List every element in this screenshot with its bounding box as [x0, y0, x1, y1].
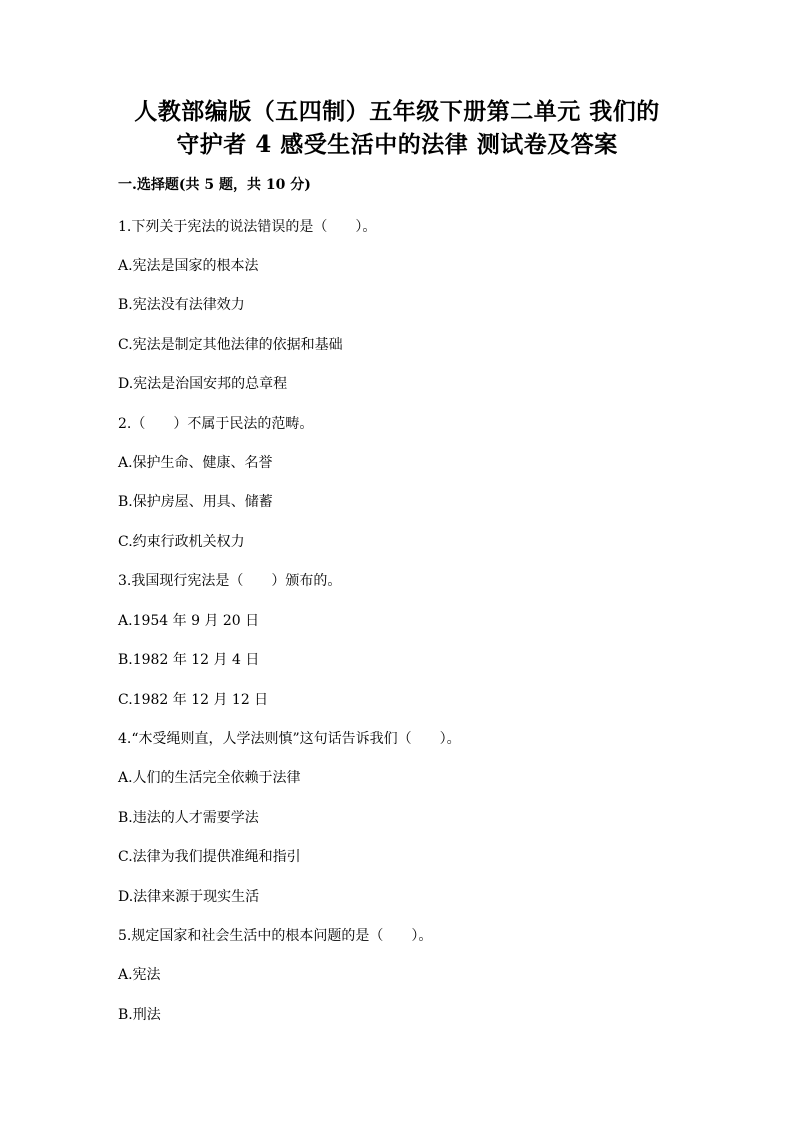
question-3-option-a: A.1954 年 9 月 20 日 — [118, 613, 260, 629]
question-2-option-b: B.保护房屋、用具、储蓄 — [118, 494, 273, 510]
section-heading: 一.选择题(共 5 题，共 10 分) — [118, 177, 311, 193]
question-1-stem: 1.下列关于宪法的说法错误的是（ ）。 — [118, 219, 377, 235]
question-4-option-d: D.法律来源于现实生活 — [118, 889, 260, 905]
question-2-stem: 2.（ ）不属于民法的范畴。 — [118, 416, 314, 432]
question-5-option-a: A.宪法 — [118, 967, 161, 983]
question-2-option-a: A.保护生命、健康、名誉 — [118, 455, 273, 471]
question-1-option-b: B.宪法没有法律效力 — [118, 297, 245, 313]
question-2-option-c: C.约束行政机关权力 — [118, 534, 245, 550]
question-5-stem: 5.规定国家和社会生活中的根本问题的是（ ）。 — [118, 928, 433, 944]
question-4-stem: 4.“木受绳则直，人学法则慎”这句话告诉我们（ ）。 — [118, 731, 461, 747]
document-title-line-2: 守护者 4 感受生活中的法律 测试卷及答案 — [176, 131, 618, 158]
question-4-option-b: B.违法的人才需要学法 — [118, 810, 259, 826]
question-3-option-c: C.1982 年 12 月 12 日 — [118, 692, 269, 708]
question-1-option-d: D.宪法是治国安邦的总章程 — [118, 376, 288, 392]
question-5-option-b: B.刑法 — [118, 1007, 161, 1023]
question-3-stem: 3.我国现行宪法是（ ）颁布的。 — [118, 573, 342, 589]
question-1-option-a: A.宪法是国家的根本法 — [118, 258, 259, 274]
question-4-option-c: C.法律为我们提供准绳和指引 — [118, 849, 301, 865]
question-4-option-a: A.人们的生活完全依赖于法律 — [118, 770, 301, 786]
document-title-line-1: 人教部编版（五四制）五年级下册第二单元 我们的 — [134, 98, 660, 125]
question-3-option-b: B.1982 年 12 月 4 日 — [118, 652, 260, 668]
question-1-option-c: C.宪法是制定其他法律的依据和基础 — [118, 337, 343, 353]
